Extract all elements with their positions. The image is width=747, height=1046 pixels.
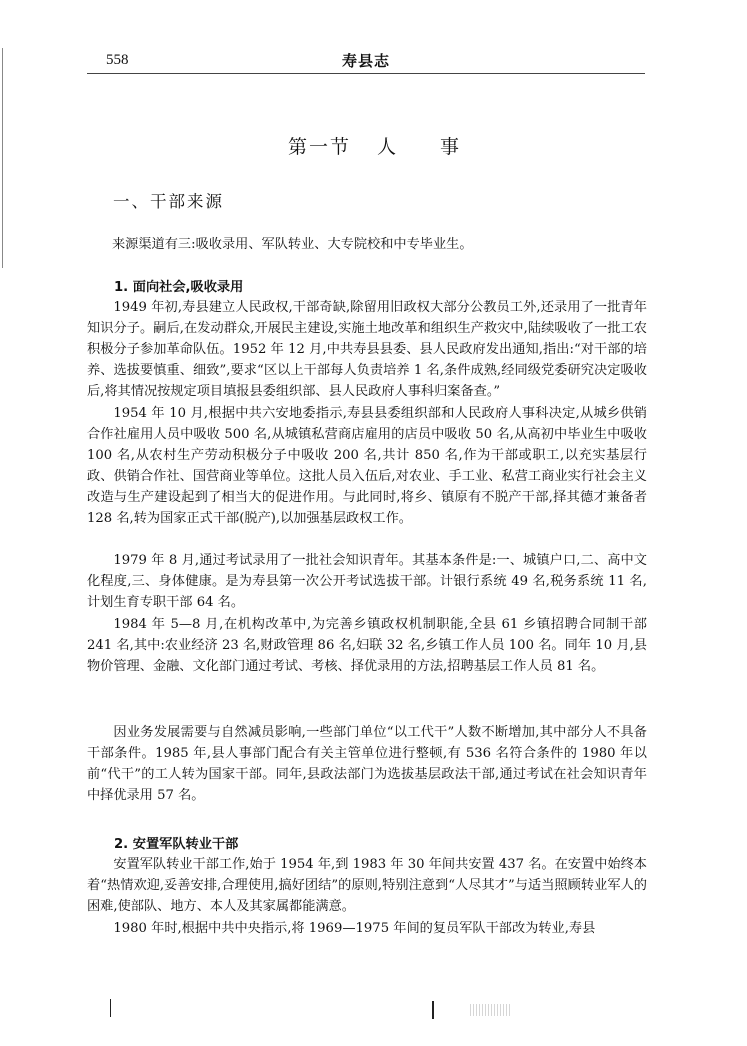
subsection-intro: 来源渠道有三:吸收录用、军队转业、大专院校和中专毕业生。 (112, 237, 473, 252)
paragraph: 1984 年 5—8 月,在机构改革中,为完善乡镇政权机制职能,全县 61 乡镇招聘合同制干部 241 名,其中:农业经济 23 名,财政管理 86 名,妇联 32 名,乡镇工作人员 100 名。同年 10 月,县物价管理、金融、文化部门通过考试、考核、择优录用的方法,招聘基层工作人员 81 名。 (87, 617, 647, 675)
paragraph: 安置军队转业干部工作,始于 1954 年,到 1983 年 30 年间共安置 437 名。在安置中始终本着“热情欢迎,妥善安排,合理使用,搞好团结”的原则,特别注意到“人尽其才”与适当照顾转业军人的困难,使部队、地方、本人及其家属都能满意。 (87, 857, 647, 915)
paragraph: 因业务发展需要与自然减员影响,一些部门单位“以工代干”人数不断增加,其中部分人不具备干部条件。1985 年,县人事部门配合有关主管单位进行整顿,有 536 名符合条件的 1980 年以前“代干”的工人转为国家干部。同年,县政法部门为选拔基层政法干部,通过考试在社会知识青年中择优录用 57 名。 (87, 725, 647, 804)
header-rule (87, 73, 645, 74)
item-heading-1: 1. 面向社会,吸收录用 (114, 280, 244, 295)
section-title-word2: 事 (440, 136, 460, 158)
item-heading-2: 2. 安置军队转业干部 (114, 837, 239, 852)
subsection-heading: 一、干部来源 (113, 192, 224, 211)
scan-artifact (110, 999, 111, 1017)
scan-artifact (432, 1001, 434, 1019)
section-title-word1: 人 (376, 136, 396, 158)
page-header (87, 44, 645, 74)
running-title: 寿县志 (341, 52, 390, 70)
page-number: 558 (106, 52, 129, 68)
paragraph: 1954 年 10 月,根据中共六安地委指示,寿县县委组织部和人民政府人事科决定,从城乡供销合作社雇用人员中吸收 500 名,从城镇私营商店雇用的店员中吸收 50 名,从高初中毕业生中吸收 100 名,从农村生产劳动积极分子中吸收 200 名,共计 850 名,作为干部或职工,以充实基层行政、供销合作社、国营商业等单位。这批人员入伍后,对农业、手工业、私营工商业实行社会主义改造与生产建设起到了相当大的促进作用。与此同时,将乡、镇原有不脱产干部,择其德才兼备者 128 名,转为国家正式干部(脱产),以加强基层政权工作。 (87, 406, 647, 527)
paragraph: 1980 年时,根据中共中央指示,将 1969—1975 年间的复员军队干部改为转业,寿县 (113, 921, 596, 936)
section-title (0, 132, 747, 159)
section-title-number: 第一节 (287, 136, 351, 158)
paragraph: 1949 年初,寿县建立人民政权,干部奇缺,除留用旧政权大部分公教员工外,还录用了一批青年知识分子。嗣后,在发动群众,开展民主建设,实施土地改革和组织生产救灾中,陆续吸收了一批工农积极分子参加革命队伍。1952 年 12 月,中共寿县县委、县人民政府发出通知,指出:“对干部的培养、选拔要慎重、细致”,要求“区以上干部每人负责培养 1 名,条件成熟,经同级党委研究决定吸收后,将其情况按规定项目填报县委组织部、县人民政府人事科归案备查。” (87, 300, 647, 400)
scan-noise (470, 1004, 510, 1016)
paragraph: 1979 年 8 月,通过考试录用了一批社会知识青年。其基本条件是:一、城镇户口,二、高中文化程度,三、身体健康。是为寿县第一次公开考试选拔干部。计银行系统 49 名,税务系统 11 名,计划生育专职干部 64 名。 (87, 553, 647, 611)
